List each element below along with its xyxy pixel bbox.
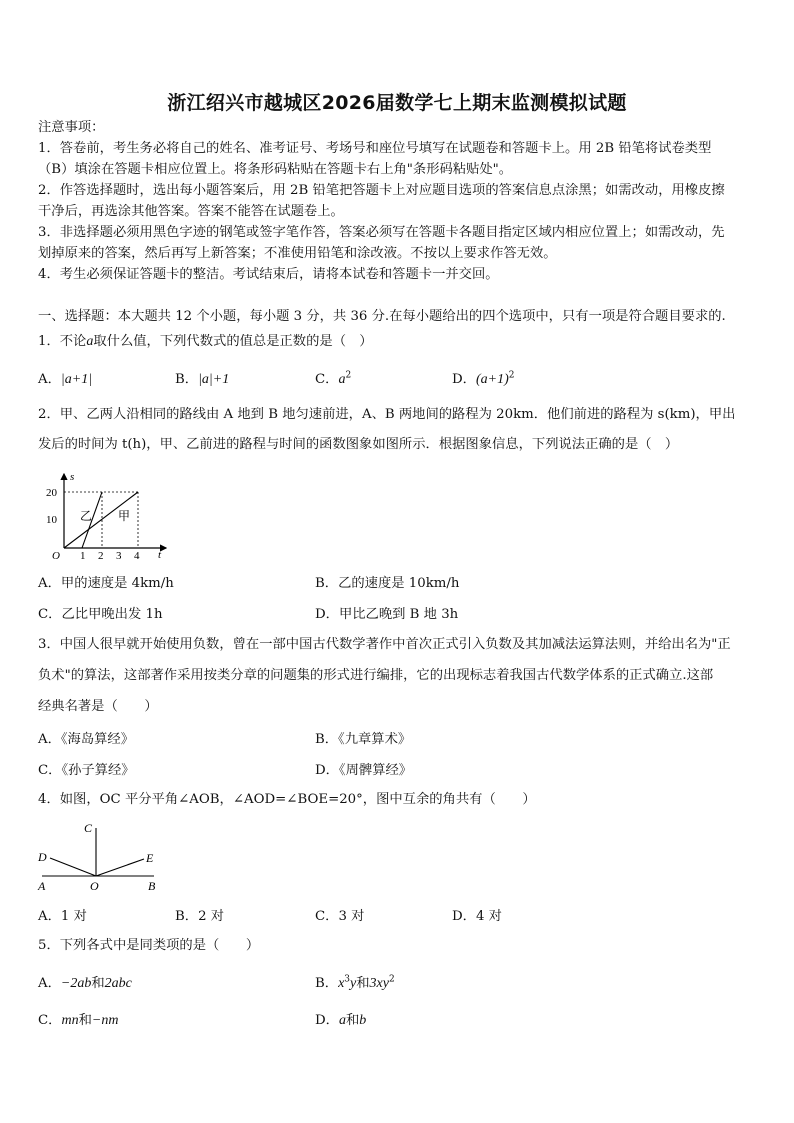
q5-option-d: D．a和b	[315, 1013, 367, 1028]
question-2-stem-line: 发后的时间为 t(h)，甲、乙前进的路程与时间的函数图象如图所示．根据图象信息，下列说法正确的是（ ）	[38, 437, 679, 452]
x-tick: 2	[98, 550, 104, 560]
point-a-label: A	[38, 879, 46, 893]
label-jia: 甲	[118, 509, 131, 523]
q4-option-c: C．3 对	[315, 909, 365, 924]
q4-option-b: B．2 对	[175, 909, 225, 924]
q3-option-b: B．《九章算术》	[315, 732, 412, 747]
question-1-stem: 1．不论a取什么值，下列代数式的值总是正数的是（ ）	[38, 334, 373, 349]
q3-option-c: C．《孙子算经》	[38, 763, 135, 778]
q2-option-c: C．乙比甲晚出发 1h	[38, 607, 163, 622]
q5-option-a: A．−2ab和2abc	[38, 976, 132, 991]
question-3-stem-line: 经典名著是（ ）	[38, 699, 158, 714]
question-4-stem: 4．如图，OC 平分平角∠AOB，∠AOD=∠BOE=20°，图中互余的角共有（ ）	[38, 792, 536, 807]
question-5-stem: 5．下列各式中是同类项的是（ ）	[38, 938, 260, 953]
q2-option-d: D．甲比乙晚到 B 地 3h	[315, 607, 459, 622]
x-tick: 1	[80, 550, 86, 560]
q1-option-c: C．$a^2$	[315, 370, 352, 387]
q3-option-a: A．《海岛算经》	[38, 732, 135, 747]
axis-t-label: t	[158, 549, 162, 560]
notice-line: 划掉原来的答案，然后再写上新答案；不准使用铅笔和涂改液。不按以上要求作答无效。	[38, 246, 557, 261]
x-tick: 4	[134, 550, 140, 560]
q3-option-d: D．《周髀算经》	[315, 763, 413, 778]
distance-time-graph	[40, 468, 180, 560]
origin-label: O	[52, 550, 60, 560]
question-3-stem-line: 3．中国人很早就开始使用负数，曾在一部中国古代数学著作中首次正式引入负数及其加减法运算法则，并给出名为"正	[38, 637, 731, 652]
point-e-label: E	[146, 851, 154, 865]
angle-figure	[34, 814, 174, 894]
notice-heading: 注意事项：	[38, 120, 105, 135]
q4-option-a: A．1 对	[38, 909, 87, 924]
q1-option-d: D．$(a+1)^2$	[452, 370, 515, 387]
point-d-label: D	[38, 850, 47, 864]
notice-line: 干净后，再选涂其他答案。答案不能答在试题卷上。	[38, 204, 344, 219]
notice-line: （B）填涂在答题卡相应位置上。将条形码粘贴在答题卡右上角"条形码粘贴处"。	[38, 162, 513, 177]
q5-option-c: C．mn和−nm	[38, 1013, 119, 1028]
q1-option-a: A．|a+1|	[38, 372, 93, 387]
q1-option-b: B．|a|+1	[175, 372, 230, 387]
question-3-stem-line: 负术"的算法，这部著作采用按类分章的问题集的形式进行编排，它的出现标志着我国古代数学体系的正式确立.这部	[38, 668, 714, 683]
question-2-stem-line: 2．甲、乙两人沿相同的路线由 A 地到 B 地匀速前进，A、B 两地间的路程为 20km．他们前进的路程为 s(km)，甲出	[38, 407, 736, 422]
q5-option-b: B．$x^3y$和$3xy^2$	[315, 974, 395, 991]
notice-line: 3．非选择题必须用黑色字迹的钢笔或签字笔作答，答案必须写在答题卡各题目指定区域内相应位置上；如需改动，先	[38, 225, 725, 240]
notice-line: 1．答卷前，考生务必将自己的姓名、准考证号、考场号和座位号填写在试题卷和答题卡上。用 2B 铅笔将试卷类型	[38, 141, 712, 156]
x-tick: 3	[116, 550, 122, 560]
q4-option-d: D．4 对	[452, 909, 502, 924]
notice-line: 4．考生必须保证答题卡的整洁。考试结束后，请将本试卷和答题卡一并交回。	[38, 267, 499, 282]
q2-option-a: A．甲的速度是 4km/h	[38, 576, 174, 591]
label-yi: 乙	[80, 509, 93, 523]
notice-line: 2．作答选择题时，选出每小题答案后，用 2B 铅笔把答题卡上对应题目选项的答案信息点涂黑；如需改动，用橡皮擦	[38, 183, 725, 198]
point-c-label: C	[84, 821, 93, 835]
y-tick: 20	[46, 487, 57, 499]
axis-s-label: s	[70, 471, 75, 483]
section-heading: 一、选择题：本大题共 12 个小题，每小题 3 分，共 36 分.在每小题给出的四个选项中，只有一项是符合题目要求的.	[38, 309, 726, 324]
point-o-label: O	[90, 879, 99, 893]
point-b-label: B	[148, 879, 156, 893]
q2-option-b: B．乙的速度是 10km/h	[315, 576, 460, 591]
y-tick: 10	[46, 514, 57, 526]
page-title: 浙江绍兴市越城区2026届数学七上期末监测模拟试题	[167, 92, 627, 114]
